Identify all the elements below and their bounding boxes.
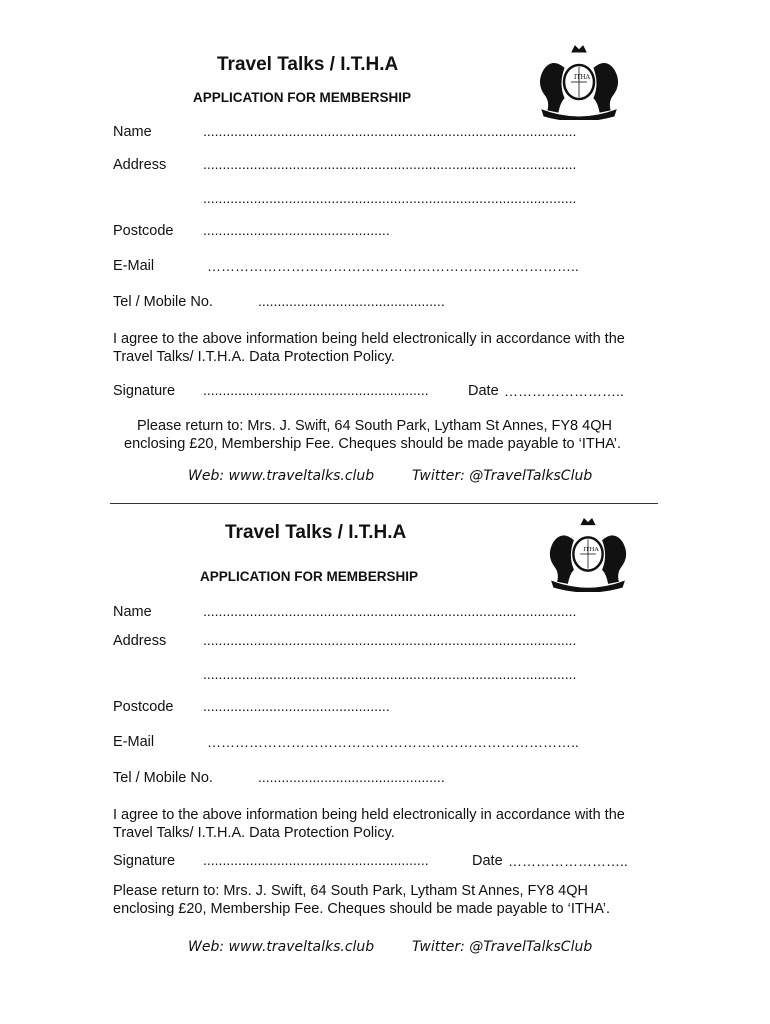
signature-field[interactable]: .......................................................... — [203, 382, 429, 398]
twitter-handle[interactable]: Twitter: @TravelTalksClub — [412, 468, 593, 484]
address-field-line2[interactable]: ................................................................................................ — [203, 190, 577, 206]
signature-label: Signature — [113, 853, 176, 869]
date-field[interactable]: …………………….. — [504, 383, 624, 399]
website-link[interactable]: Web: www.traveltalks.club — [188, 939, 375, 955]
crest-monogram: ITHA — [574, 74, 590, 81]
postcode-field[interactable]: ................................................ — [203, 698, 390, 714]
name-label: Name — [113, 604, 152, 620]
email-field[interactable]: …………………………………………………………………….. — [207, 734, 579, 750]
email-label: E-Mail — [113, 734, 155, 750]
return-address: Please return to: Mrs. J. Swift, 64 South Park, Lytham St Annes, FY8 4QH — [113, 883, 588, 899]
data-protection-agreement: I agree to the above information being held electronically in accordance with the Travel Talks/ I.T.H.A. Data Protection Policy. — [113, 807, 625, 841]
tel-label: Tel / Mobile No. — [113, 294, 213, 310]
fee-instructions: enclosing £20, Membership Fee. Cheques should be made payable to ‘ITHA’. — [124, 436, 622, 452]
signature-field[interactable]: .......................................................... — [203, 852, 429, 868]
coat-of-arms-icon — [536, 44, 622, 120]
postcode-label: Postcode — [113, 699, 174, 715]
tel-field[interactable]: ................................................ — [258, 769, 445, 785]
name-field[interactable]: ................................................................................................ — [203, 603, 577, 619]
address-field[interactable]: ................................................................................................ — [203, 632, 577, 648]
date-label: Date — [472, 853, 503, 869]
address-label: Address — [113, 633, 167, 649]
name-field[interactable]: ................................................................................................ — [203, 123, 577, 139]
crest-monogram: ITHA — [583, 547, 599, 554]
coat-of-arms-icon — [546, 516, 630, 592]
form-title: Travel Talks / I.T.H.A — [217, 54, 399, 75]
date-label: Date — [468, 383, 499, 399]
date-field[interactable]: …………………….. — [508, 853, 628, 869]
twitter-handle[interactable]: Twitter: @TravelTalksClub — [412, 939, 593, 955]
signature-label: Signature — [113, 383, 176, 399]
fee-instructions: enclosing £20, Membership Fee. Cheques should be made payable to ‘ITHA’. — [113, 901, 611, 917]
address-field-line2[interactable]: ................................................................................................ — [203, 666, 577, 682]
address-label: Address — [113, 157, 167, 173]
email-label: E-Mail — [113, 258, 155, 274]
postcode-label: Postcode — [113, 223, 174, 239]
tel-label: Tel / Mobile No. — [113, 770, 213, 786]
address-field[interactable]: ................................................................................................ — [203, 156, 577, 172]
return-address: Please return to: Mrs. J. Swift, 64 South Park, Lytham St Annes, FY8 4QH — [137, 418, 612, 434]
name-label: Name — [113, 124, 152, 140]
tel-field[interactable]: ................................................ — [258, 293, 445, 309]
form-subtitle: APPLICATION FOR MEMBERSHIP — [193, 90, 412, 105]
form-title: Travel Talks / I.T.H.A — [225, 522, 407, 543]
postcode-field[interactable]: ................................................ — [203, 222, 390, 238]
email-field[interactable]: …………………………………………………………………….. — [207, 258, 579, 274]
website-link[interactable]: Web: www.traveltalks.club — [188, 468, 375, 484]
data-protection-agreement: I agree to the above information being held electronically in accordance with the Travel Talks/ I.T.H.A. Data Protection Policy. — [113, 331, 625, 365]
cut-line-divider — [110, 503, 658, 504]
form-subtitle: APPLICATION FOR MEMBERSHIP — [200, 569, 419, 584]
